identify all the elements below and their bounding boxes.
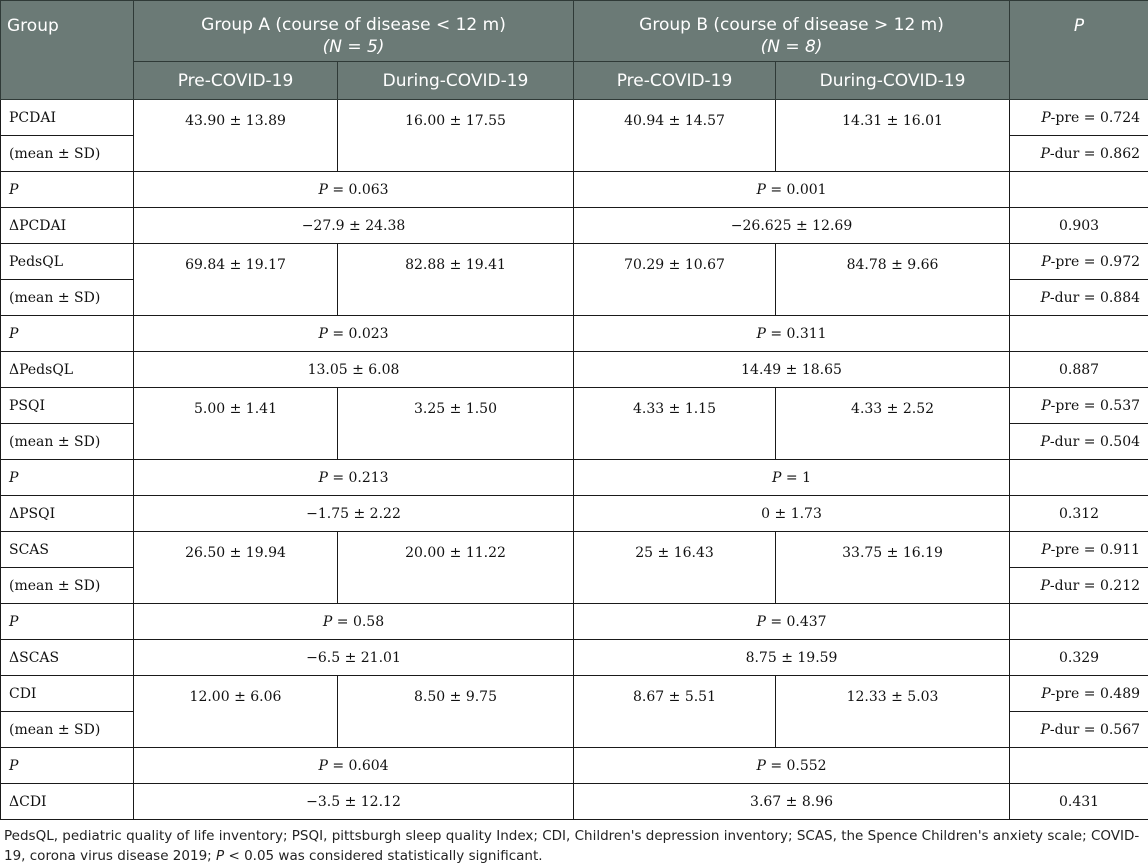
p-pre-value xyxy=(1010,532,1148,568)
group-a-title: Group A (course of disease < 12 m) xyxy=(201,15,506,35)
p-pre-value-p-letter: P xyxy=(1041,253,1051,270)
delta-p: 0.431 xyxy=(1010,784,1148,820)
measure-sub: (mean ± SD) xyxy=(1,424,134,460)
group-b-delta: 14.49 ± 18.65 xyxy=(574,352,1010,388)
p-pre-value-value: -pre = 0.724 xyxy=(1050,109,1141,126)
p-empty xyxy=(1010,460,1148,496)
group-a-p xyxy=(134,748,574,784)
group-b-p-p-letter: P xyxy=(756,181,766,198)
group-b-p-value: = 0.552 xyxy=(770,757,827,774)
measure-name: PCDAI xyxy=(1,100,134,136)
header-p: P xyxy=(1010,1,1148,100)
a-during-value: 82.88 ± 19.41 xyxy=(338,244,574,316)
group-b-p-p-letter: P xyxy=(756,757,766,774)
group-a-p-p-letter: P xyxy=(318,757,328,774)
measure-sub: (mean ± SD) xyxy=(1,280,134,316)
b-during-value: 4.33 ± 2.52 xyxy=(776,388,1010,460)
delta-p: 0.329 xyxy=(1010,640,1148,676)
p-empty xyxy=(1010,172,1148,208)
group-a-p xyxy=(134,316,574,352)
row-measure xyxy=(1,100,1148,136)
p-row-label: P xyxy=(1,172,134,208)
row-measure xyxy=(1,388,1148,424)
group-a-n: (N = 5) xyxy=(322,37,385,57)
b-pre-value: 25 ± 16.43 xyxy=(574,532,776,604)
header-group-b xyxy=(574,1,1010,62)
p-row-label: P xyxy=(1,748,134,784)
measure-name: CDI xyxy=(1,676,134,712)
p-pre-value-value: -pre = 0.489 xyxy=(1050,685,1141,702)
p-dur-value xyxy=(1010,136,1148,172)
p-dur-value xyxy=(1010,712,1148,748)
p-pre-value-value: -pre = 0.972 xyxy=(1050,253,1141,270)
p-dur-value xyxy=(1010,424,1148,460)
p-dur-value-value: -dur = 0.504 xyxy=(1049,433,1141,450)
group-a-p-p-letter: P xyxy=(318,181,328,198)
delta-p: 0.903 xyxy=(1010,208,1148,244)
header-b-during: During-COVID-19 xyxy=(776,62,1010,100)
group-b-p-value: = 0.311 xyxy=(770,325,827,342)
measure-name: SCAS xyxy=(1,532,134,568)
delta-p: 0.312 xyxy=(1010,496,1148,532)
footnote-main: PedsQL, pediatric quality of life inventory; PSQI, pittsburgh sleep quality Index; CDI, Children's depression inventory; SCAS, the Spence Children's anxiety scale; COVID-19, corona virus disease 2019; xyxy=(4,828,1140,864)
a-pre-value: 5.00 ± 1.41 xyxy=(134,388,338,460)
measure-name: PedsQL xyxy=(1,244,134,280)
p-pre-value xyxy=(1010,100,1148,136)
b-during-value: 14.31 ± 16.01 xyxy=(776,100,1010,172)
row-delta xyxy=(1,352,1148,388)
measure-name: PSQI xyxy=(1,388,134,424)
group-b-delta: 8.75 ± 19.59 xyxy=(574,640,1010,676)
group-b-p-p-letter: P xyxy=(756,613,766,630)
p-dur-value-p-letter: P xyxy=(1040,289,1050,306)
row-delta xyxy=(1,784,1148,820)
measure-sub: (mean ± SD) xyxy=(1,568,134,604)
group-b-p-value: = 0.001 xyxy=(770,181,827,198)
row-measure xyxy=(1,532,1148,568)
p-pre-value-p-letter: P xyxy=(1041,541,1051,558)
group-a-delta: −6.5 ± 21.01 xyxy=(134,640,574,676)
p-dur-value-value: -dur = 0.884 xyxy=(1049,289,1141,306)
group-b-title: Group B (course of disease > 12 m) xyxy=(639,15,944,35)
header-a-during: During-COVID-19 xyxy=(338,62,574,100)
group-a-p xyxy=(134,460,574,496)
group-b-p xyxy=(574,460,1010,496)
p-pre-value-p-letter: P xyxy=(1041,685,1051,702)
delta-label: ΔCDI xyxy=(1,784,134,820)
a-during-value: 16.00 ± 17.55 xyxy=(338,100,574,172)
a-pre-value: 12.00 ± 6.06 xyxy=(134,676,338,748)
group-a-p-value: = 0.213 xyxy=(332,469,389,486)
group-a-delta: −27.9 ± 24.38 xyxy=(134,208,574,244)
row-p xyxy=(1,172,1148,208)
delta-label: ΔPCDAI xyxy=(1,208,134,244)
p-empty xyxy=(1010,604,1148,640)
delta-label: ΔPSQI xyxy=(1,496,134,532)
row-delta xyxy=(1,640,1148,676)
group-a-delta: 13.05 ± 6.08 xyxy=(134,352,574,388)
measure-sub: (mean ± SD) xyxy=(1,136,134,172)
group-a-p-value: = 0.604 xyxy=(332,757,389,774)
group-a-p-p-letter: P xyxy=(318,469,328,486)
row-delta xyxy=(1,208,1148,244)
group-b-p-p-letter: P xyxy=(772,469,782,486)
a-pre-value: 43.90 ± 13.89 xyxy=(134,100,338,172)
p-dur-value-value: -dur = 0.567 xyxy=(1049,721,1141,738)
a-pre-value: 69.84 ± 19.17 xyxy=(134,244,338,316)
row-p xyxy=(1,604,1148,640)
group-a-p-p-letter: P xyxy=(322,613,333,630)
p-pre-value xyxy=(1010,244,1148,280)
group-a-p xyxy=(134,604,574,640)
group-b-delta: 0 ± 1.73 xyxy=(574,496,1010,532)
row-measure xyxy=(1,244,1148,280)
p-dur-value-value: -dur = 0.212 xyxy=(1049,577,1141,594)
a-pre-value: 26.50 ± 19.94 xyxy=(134,532,338,604)
group-a-p-value: = 0.063 xyxy=(332,181,389,198)
group-b-delta: 3.67 ± 8.96 xyxy=(574,784,1010,820)
group-b-p-value: = 0.437 xyxy=(770,613,827,630)
header-group: Group xyxy=(1,1,134,100)
delta-label: ΔSCAS xyxy=(1,640,134,676)
header-b-pre: Pre-COVID-19 xyxy=(574,62,776,100)
p-dur-value-p-letter: P xyxy=(1040,721,1050,738)
p-dur-value xyxy=(1010,568,1148,604)
group-b-p xyxy=(574,748,1010,784)
b-pre-value: 40.94 ± 14.57 xyxy=(574,100,776,172)
p-dur-value-p-letter: P xyxy=(1040,433,1050,450)
p-dur-value-value: -dur = 0.862 xyxy=(1049,145,1141,162)
row-measure xyxy=(1,676,1148,712)
p-row-label: P xyxy=(1,316,134,352)
delta-p: 0.887 xyxy=(1010,352,1148,388)
p-pre-value xyxy=(1010,676,1148,712)
footnote-tail: < 0.05 was considered statistically significant. xyxy=(228,848,543,864)
group-a-delta: −3.5 ± 12.12 xyxy=(134,784,574,820)
row-delta xyxy=(1,496,1148,532)
p-empty xyxy=(1010,748,1148,784)
group-a-p xyxy=(134,172,574,208)
p-row-label: P xyxy=(1,604,134,640)
a-during-value: 3.25 ± 1.50 xyxy=(338,388,574,460)
b-during-value: 33.75 ± 16.19 xyxy=(776,532,1010,604)
row-p xyxy=(1,316,1148,352)
p-dur-value-p-letter: P xyxy=(1040,145,1050,162)
p-pre-value-value: -pre = 0.537 xyxy=(1050,397,1141,414)
a-during-value: 20.00 ± 11.22 xyxy=(338,532,574,604)
group-a-p-value: = 0.023 xyxy=(332,325,389,342)
b-during-value: 84.78 ± 9.66 xyxy=(776,244,1010,316)
b-pre-value: 70.29 ± 10.67 xyxy=(574,244,776,316)
header-group-a xyxy=(134,1,574,62)
group-b-p-value: = 1 xyxy=(785,469,811,486)
a-during-value: 8.50 ± 9.75 xyxy=(338,676,574,748)
group-b-p xyxy=(574,604,1010,640)
p-pre-value xyxy=(1010,388,1148,424)
group-b-p xyxy=(574,172,1010,208)
b-during-value: 12.33 ± 5.03 xyxy=(776,676,1010,748)
group-b-n: (N = 8) xyxy=(760,37,823,57)
p-pre-value-value: -pre = 0.911 xyxy=(1050,541,1141,558)
group-a-delta: −1.75 ± 2.22 xyxy=(134,496,574,532)
group-b-delta: −26.625 ± 12.69 xyxy=(574,208,1010,244)
group-a-p-p-letter: P xyxy=(318,325,328,342)
measure-sub: (mean ± SD) xyxy=(1,712,134,748)
row-p xyxy=(1,748,1148,784)
p-pre-value-p-letter: P xyxy=(1041,109,1051,126)
b-pre-value: 4.33 ± 1.15 xyxy=(574,388,776,460)
b-pre-value: 8.67 ± 5.51 xyxy=(574,676,776,748)
group-a-p-value: = 0.58 xyxy=(336,613,385,630)
p-empty xyxy=(1010,316,1148,352)
p-pre-value-p-letter: P xyxy=(1041,397,1051,414)
p-row-label: P xyxy=(1,460,134,496)
group-b-p xyxy=(574,316,1010,352)
delta-label: ΔPedsQL xyxy=(1,352,134,388)
p-dur-value-p-letter: P xyxy=(1040,577,1050,594)
group-b-p-p-letter: P xyxy=(756,325,766,342)
p-dur-value xyxy=(1010,280,1148,316)
row-p xyxy=(1,460,1148,496)
footnote-p-letter: P xyxy=(216,848,225,864)
header-a-pre: Pre-COVID-19 xyxy=(134,62,338,100)
table-footnote xyxy=(4,826,1148,866)
